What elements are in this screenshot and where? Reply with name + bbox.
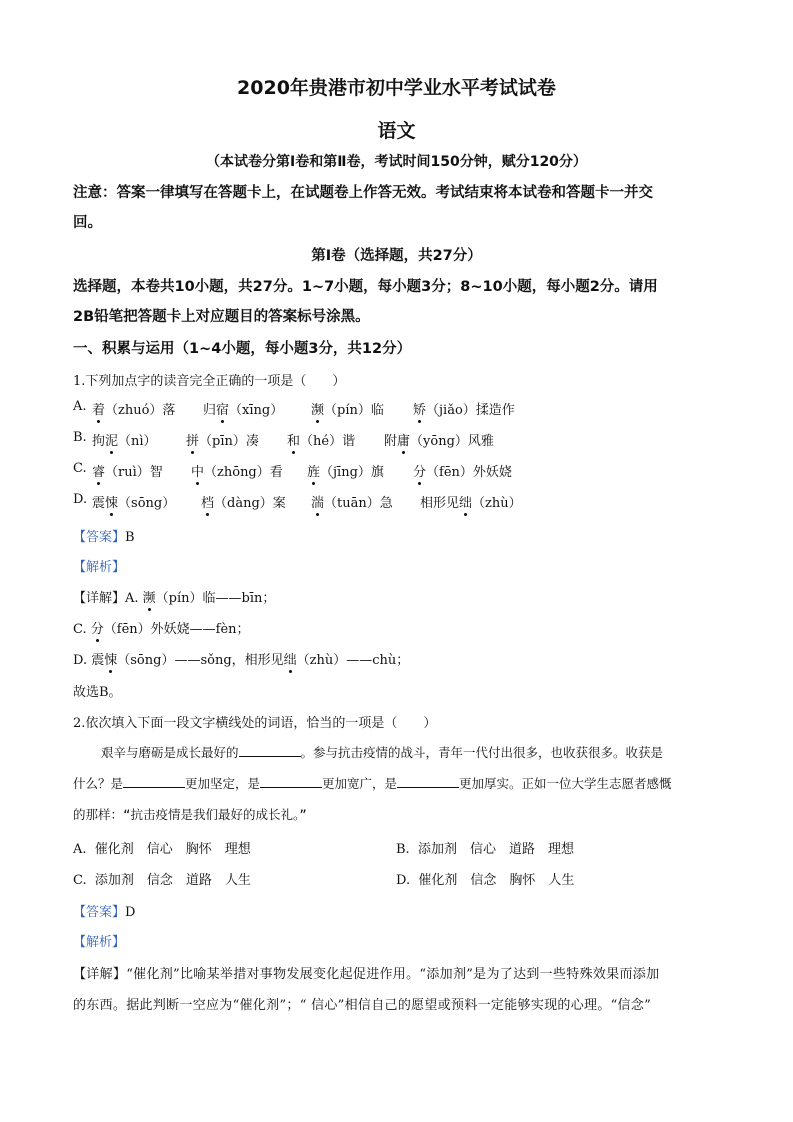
q2-stem: 2.依次填入下面一段文字横线处的词语，恰当的一项是（ ） [73,716,437,731]
q2-analysis-label: 【解析】 [73,935,126,950]
q2-option-c: C. 添加剂 信念 道路 人生 [73,873,251,888]
q2-passage-1: 艰辛与磨砺是成长最好的 。参与抗击疫情的战斗，青年一代付出很多，也收获很多。收获是 [101,745,664,760]
q2-option-a: A. 催化剂 信心 胸怀 理想 [73,842,251,857]
subject-title: 语文 [377,120,416,142]
q1-c-item-4: 分（fēn）外妖娆 [413,461,512,480]
q1-a-item-2: 归宿（xīng） [203,399,283,418]
option-label: B. [73,430,87,445]
option-label: D. [73,492,88,507]
q1-option-d [73,492,522,511]
part1-intro-1: 选择题，本卷共10小题，共27分。1~7小题，每小题3分；8~10小题，每小题2分。请用 [73,279,658,295]
q1-a-item-3: 濒（pín）临 [311,399,384,418]
q1-c-item-1: 睿（ruì）智 [92,461,163,480]
q1-b-item-1: 拘泥（nì） [92,430,157,449]
answer-value: D [125,905,136,920]
q1-d-item-4: 相形见绌（zhù） [420,492,522,511]
option-label: A. [73,399,87,414]
q2-passage-2: 什么？是 更加坚定，是 更加宽广，是 更加厚实。正如一位大学生志愿者感慨 [73,776,672,791]
q1-detail-3: D. 震悚（sōng）——sǒng，相形见绌（zhù）——chù； [73,649,409,668]
q1-option-c [73,461,512,480]
notice-line-1: 注意：答案一律填写在答题卡上，在试题卷上作答无效。考试结束将本试卷和答题卡一并交 [73,185,653,201]
q1-conclusion: 故选B。 [73,685,122,700]
part1-heading: 第Ⅰ卷（选择题，共27分） [311,248,482,264]
answer-value: B [125,530,135,545]
answer-label: 【答案】 [73,905,126,920]
q1-a-item-4: 矫（jiǎo）揉造作 [413,399,515,418]
q1-a-item-1: 着（zhuó）落 [92,399,175,418]
q1-d-item-1: 震悚（sōng） [92,492,175,511]
q1-c-item-2: 中（zhōng）看 [191,461,283,480]
section-heading: 一、积累与运用（1~4小题，每小题3分，共12分） [73,341,412,357]
q1-stem: 1.下列加点字的读音完全正确的一项是（ ） [73,374,346,389]
q1-answer [73,526,135,545]
fill-blank [123,775,185,788]
exam-scope: （本试卷分第Ⅰ卷和第Ⅱ卷，考试时间150分钟，赋分120分） [206,154,587,170]
fill-blank [239,744,301,757]
q1-c-item-3: 旌（jīng）旗 [307,461,384,480]
part1-intro-2: 2B铅笔把答题卡上对应题目的答案标号涂黑。 [73,309,370,325]
q1-d-item-2: 档（dàng）案 [201,492,286,511]
q2-answer [73,901,135,920]
q1-option-b [73,430,494,449]
q2-detail-1: 【详解】“催化剂”比喻某举措对事物发展变化起促进作用。“添加剂”是为了达到一些特殊效果而添加 [73,967,660,982]
q1-detail-1: 【详解】A. 濒（pín）临——bīn； [73,587,275,606]
notice-line-2: 回。 [73,215,102,231]
fill-blank [397,775,459,788]
option-label: C. [73,461,87,476]
q1-option-a [73,399,515,418]
q1-detail-2: C. 分（fēn）外妖娆——fèn； [73,618,250,637]
q1-analysis-label: 【解析】 [73,560,126,575]
q1-b-item-3: 和（hé）谐 [287,430,355,449]
q2-option-b: B. 添加剂 信心 道路 理想 [396,842,574,857]
fill-blank [260,775,322,788]
exam-title: 2020年贵港市初中学业水平考试试卷 [237,77,556,99]
q1-b-item-2: 拼（pīn）凑 [186,430,259,449]
q2-passage-3: 的那样：“抗击疫情是我们最好的成长礼。” [73,807,307,822]
q1-b-item-4: 附庸（yōng）风雅 [384,430,494,449]
q1-d-item-3: 湍（tuān）急 [311,492,393,511]
answer-label: 【答案】 [73,530,126,545]
q2-detail-2: 的东西。据此判断一空应为“催化剂”；“ 信心”相信自己的愿望或预料一定能够实现的心理。“信念” [73,998,652,1013]
q2-option-d: D. 催化剂 信念 胸怀 人生 [396,873,575,888]
